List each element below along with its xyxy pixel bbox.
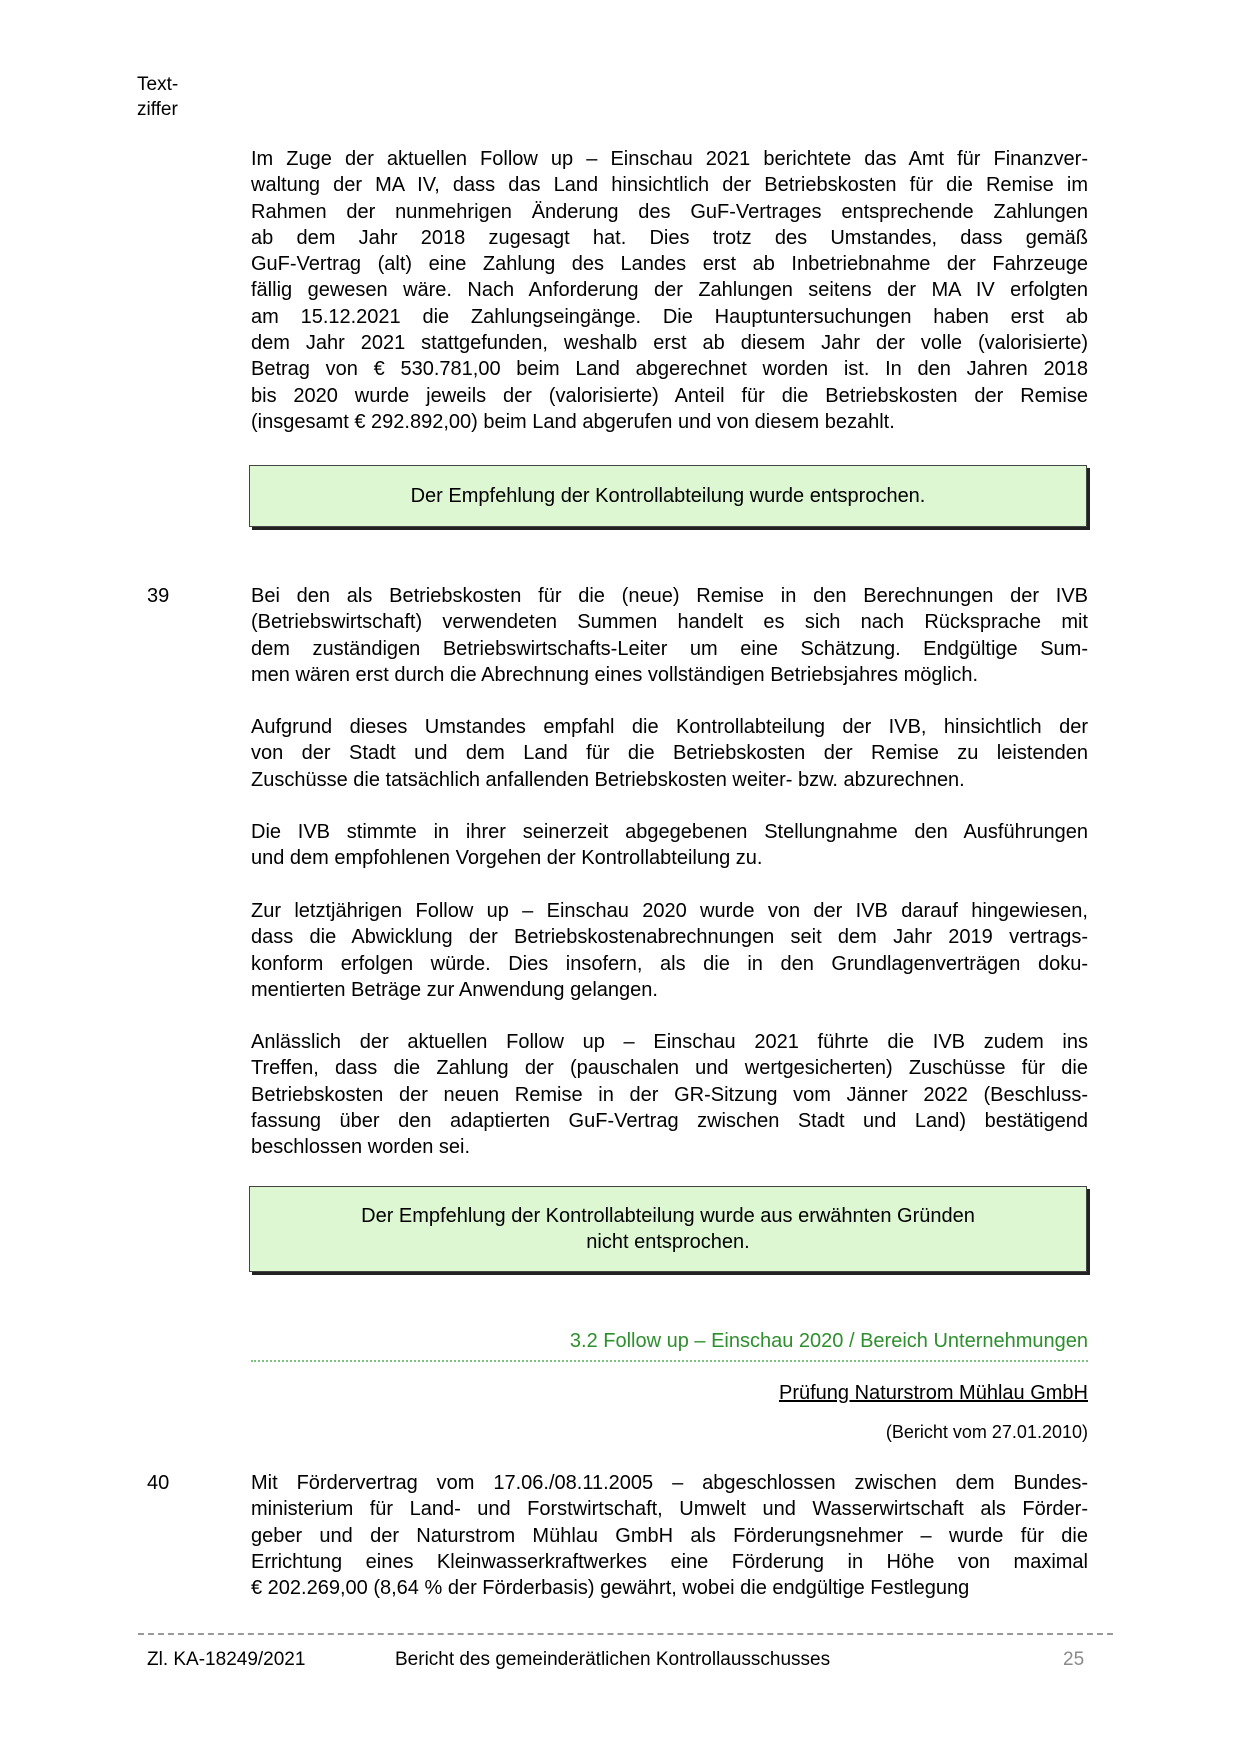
text-line: GuF-Vertrag (alt) eine Zahlung des Landes erst ab Inbetriebnahme der Fahrzeuge — [251, 253, 1088, 276]
section-heading: 3.2 Follow up – Einschau 2020 / Bereich Unternehmungen — [569, 1330, 1088, 1352]
recommendation-result-text: Der Empfehlung der Kontrollabteilung wurde entsprochen. — [410, 485, 926, 507]
text-line: am 15.12.2021 die Zahlungseingänge. Die Hauptuntersuchungen haben erst ab — [251, 305, 1088, 328]
textziffer-label-line2: ziffer — [137, 99, 178, 120]
text-line: Im Zuge der aktuellen Follow up – Einschau 2021 berichtete das Amt für Finanzver- — [251, 148, 1088, 170]
text-line: dem zuständigen Betriebswirtschafts-Leiter um eine Schätzung. Endgültige Sum- — [251, 637, 1088, 660]
tz39-paragraph-4 — [251, 898, 1088, 1003]
text-line: (insgesamt € 292.892,00) beim Land abgerufen und von diesem bezahlt. — [251, 410, 895, 433]
text-line: dass die Abwicklung der Betriebskostenabrechnungen seit dem Jahr 2019 vertrags- — [251, 926, 1088, 949]
textziffer-label — [137, 72, 178, 122]
text-line: Mit Fördervertrag vom 17.06./08.11.2005 – abgeschlossen zwischen dem Bundes- — [251, 1472, 1088, 1494]
text-line: Zuschüsse die tatsächlich anfallenden Betriebskosten weiter- bzw. abzurechnen. — [251, 768, 965, 791]
text-line: (Betriebswirtschaft) verwendeten Summen handelt es sich nach Rücksprache mit — [251, 611, 1088, 634]
text-line: Die IVB stimmte in ihrer seinerzeit abgegebenen Stellungnahme den Ausführungen — [251, 821, 1088, 843]
intro-paragraph — [251, 146, 1088, 435]
recommendation-rejected-line1: Der Empfehlung der Kontrollabteilung wurde aus erwähnten Gründen — [361, 1205, 975, 1227]
text-line: fällig gewesen wäre. Nach Anforderung der Zahlungen seitens der MA IV erfolgten — [251, 279, 1088, 302]
textziffer-40: 40 — [147, 1472, 170, 1494]
text-line: bis 2020 wurde jeweils der (valorisierte) Anteil für die Betriebskosten der Remise — [251, 384, 1088, 407]
tz39-paragraph-1 — [251, 583, 1088, 688]
recommendation-rejected-line2: nicht entsprochen. — [586, 1231, 750, 1253]
text-line: Rahmen der nunmehrigen Änderung des GuF-Vertrages entsprechende Zahlungen — [251, 200, 1088, 223]
text-line: Betriebskosten der neuen Remise in der GR-Sitzung vom Jänner 2022 (Beschluss- — [251, 1083, 1088, 1106]
text-line: men wären erst durch die Abrechnung eines vollständigen Betriebsjahres möglich. — [251, 663, 979, 686]
text-line: ministerium für Land- und Forstwirtschaft, Umwelt und Wasserwirtschaft als Förder- — [251, 1498, 1088, 1521]
page-number: 25 — [1063, 1649, 1085, 1670]
text-line: Betrag von € 530.781,00 beim Land abgerechnet worden ist. In den Jahren 2018 — [251, 358, 1088, 381]
footer-title: Bericht des gemeinderätlichen Kontrollausschusses — [395, 1649, 831, 1670]
text-line: Zur letztjährigen Follow up – Einschau 2020 wurde von der IVB darauf hingewiesen, — [251, 900, 1088, 922]
section-divider — [251, 1360, 1088, 1362]
footer-divider — [138, 1633, 1113, 1635]
text-line: fassung über den adaptierten GuF-Vertrag zwischen Stadt und Land) bestätigend — [251, 1109, 1088, 1132]
text-line: Treffen, dass die Zahlung der (pauschalen und wertgesicherten) Zuschüsse für die — [251, 1057, 1088, 1080]
text-line: beschlossen worden sei. — [251, 1136, 471, 1159]
text-line: ab dem Jahr 2018 zugesagt hat. Dies trotz des Umstandes, dass gemäß — [251, 226, 1088, 249]
tz39-paragraph-2 — [251, 714, 1088, 793]
text-line: geber und der Naturstrom Mühlau GmbH als Förderungsnehmer – wurde für die — [251, 1524, 1088, 1547]
textziffer-39: 39 — [147, 585, 170, 607]
text-line: Errichtung eines Kleinwasserkraftwerkes eine Förderung in Höhe von maximal — [251, 1550, 1088, 1573]
tz40-paragraph — [251, 1470, 1088, 1601]
text-line: konform erfolgen würde. Dies insofern, als die in den Grundlagenverträgen doku- — [251, 952, 1088, 975]
text-line: Anlässlich der aktuellen Follow up – Einschau 2021 führte die IVB zudem ins — [251, 1031, 1088, 1053]
footer-reference: Zl. KA-18249/2021 — [147, 1649, 306, 1670]
recommendation-result-box — [249, 465, 1087, 527]
subsection-heading: Prüfung Naturstrom Mühlau GmbH — [778, 1382, 1088, 1404]
tz39-paragraph-3 — [251, 819, 1088, 872]
textziffer-label-line1: Text- — [137, 74, 179, 95]
text-line: waltung der MA IV, dass das Land hinsichtlich der Betriebskosten für die Remise im — [251, 174, 1088, 197]
recommendation-rejected-box — [249, 1186, 1087, 1272]
text-line: mentierten Beträge zur Anwendung gelangen. — [251, 978, 658, 1001]
text-line: Aufgrund dieses Umstandes empfahl die Kontrollabteilung der IVB, hinsichtlich der — [251, 716, 1088, 738]
text-line: von der Stadt und dem Land für die Betriebskosten der Remise zu leistenden — [251, 742, 1088, 765]
tz39-paragraph-5 — [251, 1029, 1088, 1160]
report-date: (Bericht vom 27.01.2010) — [885, 1422, 1088, 1442]
text-line: € 202.269,00 (8,64 % der Förderbasis) gewährt, wobei die endgültige Festlegung — [251, 1577, 970, 1600]
text-line: Bei den als Betriebskosten für die (neue) Remise in den Berechnungen der IVB — [251, 585, 1088, 607]
text-line: dem Jahr 2021 stattgefunden, weshalb erst ab diesem Jahr der volle (valorisierte) — [251, 332, 1088, 355]
text-line: und dem empfohlenen Vorgehen der Kontrollabteilung zu. — [251, 847, 763, 870]
